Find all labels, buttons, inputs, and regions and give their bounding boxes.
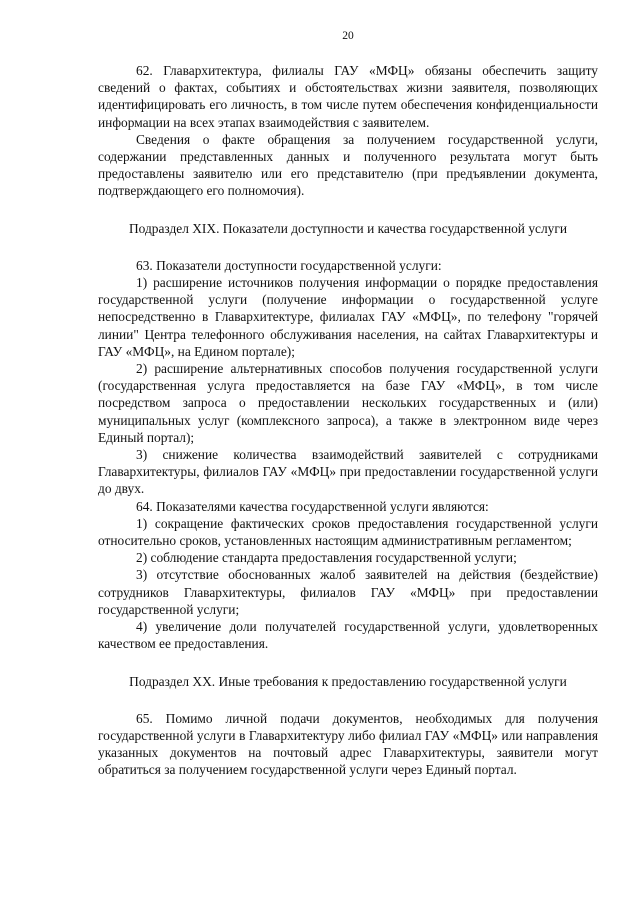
paragraph-64-item-2: 2) соблюдение стандарта предоставления государственной услуги;	[136, 550, 517, 566]
spacer	[98, 200, 598, 220]
paragraph-64: 64. Показателями качества государственной услуги являются:	[136, 498, 489, 514]
paragraph-64-item-3: 3) отсутствие обоснованных жалоб заявителей на действия (бездействие) сотрудников Главархитектуры, филиалов ГАУ «МФЦ» при предоставлении государственной услуги;	[98, 567, 598, 617]
paragraph-63-item-3: 3) снижение количества взаимодействий заявителей с сотрудниками Главархитектуры, филиалов ГАУ «МФЦ» при предоставлении государственной услуги до двух.	[98, 447, 598, 497]
paragraph-62-disclosure: Сведения о факте обращения за получением государственной услуги, содержании представленных данных и полученного результата могут быть предоставлены заявителю или его представителю (при предъявлении документа, подтверждающего его полномочия).	[98, 131, 598, 199]
document-body	[98, 62, 598, 779]
spacer	[98, 690, 598, 710]
paragraph-63: 63. Показатели доступности государственной услуги:	[136, 257, 442, 273]
paragraph-63-item-1: 1) расширение источников получения информации о порядке предоставления государственной услуги (получение информации о государственной услуге непосредственно в Главархитектуре, филиалах ГАУ «МФЦ», по телефону "горячей линии" Центра телефонного обслуживания населения, на сайтах Главархитектуры и ГАУ «МФЦ», на Едином портале);	[98, 275, 598, 359]
paragraph-62-privacy: 62. Главархитектура, филиалы ГАУ «МФЦ» обязаны обеспечить защиту сведений о фактах, событиях и обстоятельствах жизни заявителя, позволяющих идентифицировать его личность, в том числе путем обеспечения конфиденциальности информации на всех этапах взаимодействия с заявителем.	[98, 63, 598, 130]
paragraph-64-item-4: 4) увеличение доли получателей государственной услуги, удовлетворенных качеством ее предоставления.	[98, 619, 598, 652]
subsection-heading-xx: Подраздел XX. Иные требования к предоставлению государственной услуги	[129, 673, 567, 689]
subsection-heading-xix: Подраздел XIX. Показатели доступности и качества государственной услуги	[129, 220, 567, 236]
paragraph-63-item-2: 2) расширение альтернативных способов получения государственной услуги (государственная услуга предоставляется на базе ГАУ «МФЦ», в том числе посредством запроса о предоставлении нескольких государственных и (или) муниципальных услуг (комплексного запроса), а также в электронном виде через Единый портал);	[98, 361, 598, 445]
paragraph-64-item-1: 1) сокращение фактических сроков предоставления государственной услуги относительно сроков, установленных настоящим административным регламентом;	[98, 515, 598, 549]
spacer	[98, 237, 598, 257]
page-number: 20	[342, 30, 354, 42]
spacer	[98, 653, 598, 673]
paragraph-65: 65. Помимо личной подачи документов, необходимых для получения государственной услуги в Главархитектуру либо филиал ГАУ «МФЦ» или направления указанных документов на почтовый адрес Главархитектуры, заявители могут обратиться за получением государственной услуги через Единый портал.	[98, 710, 598, 778]
